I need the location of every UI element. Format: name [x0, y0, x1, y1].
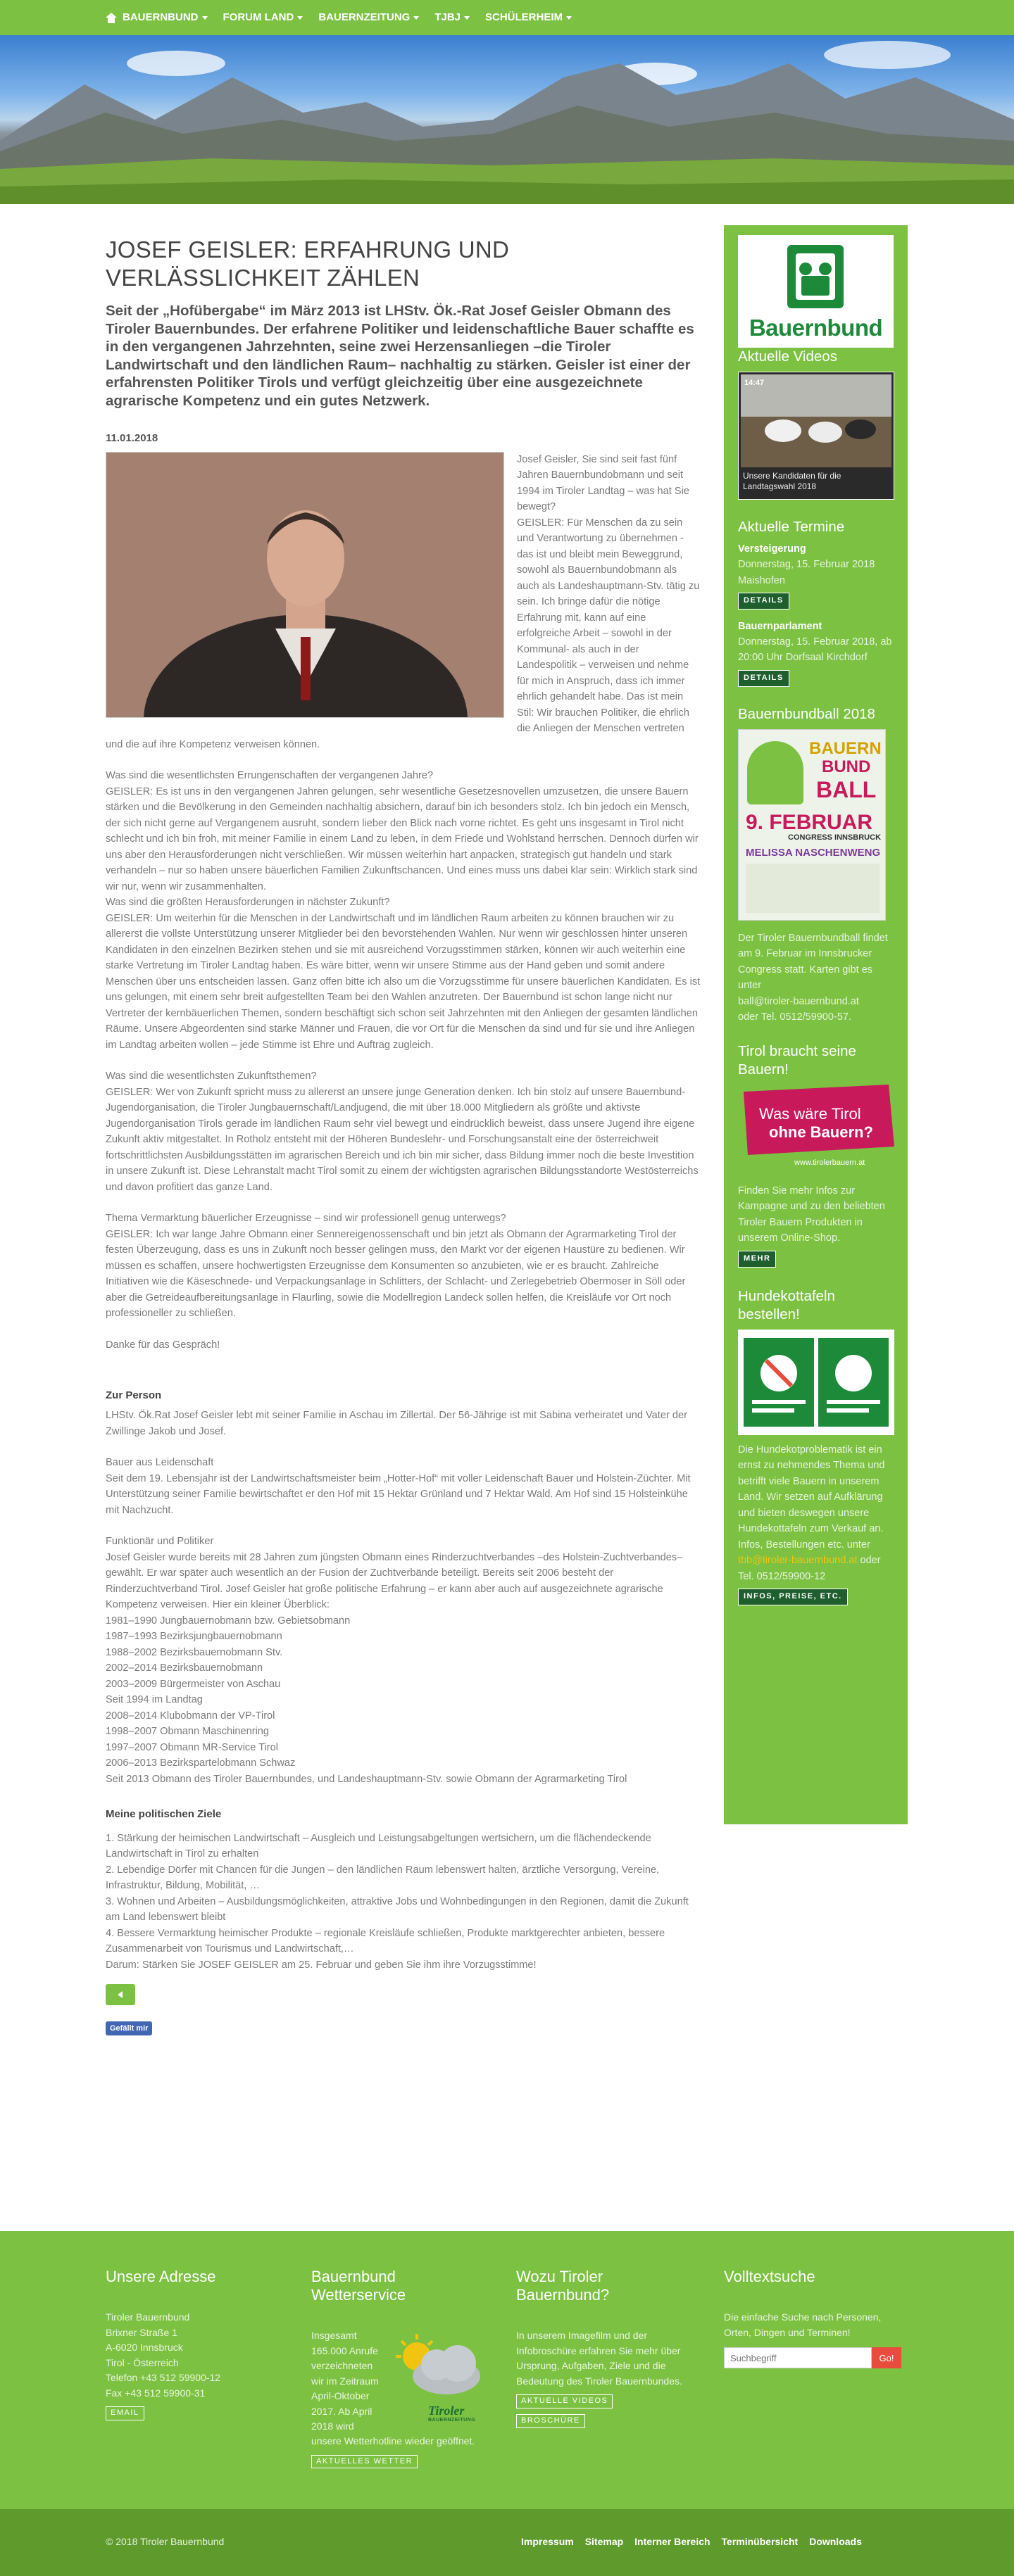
video-thumbnail[interactable]	[738, 372, 894, 500]
chevron-down-icon	[566, 16, 572, 20]
ball-heading: Bauernbundball 2018	[738, 705, 875, 722]
cv-item: 2008–2014 Klubobmann der VP-Tirol	[106, 1710, 275, 1722]
cv-item: 1997–2007 Obmann MR-Service Tirol	[106, 1741, 278, 1753]
section-heading-person: Zur Person	[106, 1389, 162, 1402]
ball-email-link[interactable]: ball@tiroler-bauernbund.at	[738, 995, 859, 1007]
cv-item: Seit 2013 Obmann des Tiroler Bauernbundes, und Landeshauptmann-Stv. sowie Obmann der Agrarmarketing Tirol	[106, 1773, 627, 1785]
chevron-down-icon	[413, 16, 419, 20]
page-title: JOSEF GEISLER: ERFAHRUNG UND VERLÄSSLICHKEIT ZÄHLEN	[106, 236, 510, 291]
search-input[interactable]	[724, 2347, 872, 2368]
cv-item: Seit 1994 im Landtag	[106, 1694, 203, 1705]
ball-poster-figures	[747, 741, 803, 804]
nav-item-bauernbund[interactable]: BAUERNBUND	[106, 10, 208, 25]
home-icon	[106, 13, 117, 23]
logo-text: Bauernbund	[749, 315, 883, 341]
chevron-down-icon	[202, 16, 208, 20]
weather-logo: Tiroler BAUERNZEITUNG	[389, 2332, 487, 2427]
article-lead: Seit der „Hofübergabe“ im März 2013 ist LHStv. Ök.-Rat Josef Geisler Obmann des Tiroler Bauernbundes. Der erfahrene Politiker und leidenschaftliche Bauer schaffte es in den vergangenen Jahrzehnten, seine zwei Herzensanliegen –die Tiroler Landwirtschaft und den ländlichen Raum– nachhaltig zu stärken. Geisler ist einer der erfahrensten Politiker Tirols und verfügt gleichzeitig über eine ausgezeichnete agrarische Kompetenz und ein gutes Netzwerk.	[106, 303, 694, 409]
cv-item: 1988–2002 Bezirksbauernobmann Stv.	[106, 1646, 283, 1658]
cv-item: 2002–2014 Bezirksbauernobmann	[106, 1662, 263, 1674]
promo-heading: Tirol braucht seine Bauern!	[738, 1042, 856, 1078]
cv-item: 1998–2007 Obmann Maschinenring	[106, 1726, 270, 1737]
footer-link-intern[interactable]: Interner Bereich	[634, 2536, 711, 2547]
cv-list	[106, 1613, 701, 1788]
video-duration: 14:47	[744, 379, 765, 387]
footer-link-impressum[interactable]: Impressum	[521, 2536, 574, 2547]
videos-heading: Aktuelle Videos	[738, 348, 837, 365]
nav-item-forum-land[interactable]: FORUM LAND	[223, 10, 303, 25]
chevron-down-icon	[464, 16, 470, 20]
hero-mountain-image	[0, 35, 1014, 204]
top-navigation	[0, 0, 1014, 35]
event-details-button[interactable]: DETAILS	[738, 670, 789, 687]
cv-item: 1981–1990 Jungbauernobmann bzw. Gebietsobmann	[106, 1615, 351, 1627]
search-button[interactable]: Go!	[872, 2347, 901, 2368]
goal-item: 3. Wohnen und Arbeiten – Ausbildungsmöglichkeiten, attraktive Jobs und Wohnbedingungen in den Regionen, damit die Zukunft am Land lebenswert bleibt	[106, 1895, 689, 1924]
copyright: © 2018 Tiroler Bauernbund	[106, 2536, 225, 2547]
goal-item: 1. Stärkung der heimischen Landwirtschaft – Ausgleich und Leistungsabgeltungen wertsichern, um die flächendeckende Landwirtschaft in Tirol zu erhalten	[106, 1832, 651, 1860]
footer	[0, 2231, 1014, 2509]
nav-item-schuelerheim[interactable]: SCHÜLERHEIM	[485, 10, 572, 25]
article-date: 11.01.2018	[106, 432, 158, 444]
main-menu	[106, 0, 587, 35]
events-heading: Aktuelle Termine	[738, 519, 845, 535]
event-item: Bauernparlament Donnerstag, 15. Februar 2018, ab 20:00 Uhr Dorfsaal Kirchdorf DETAILS	[738, 619, 894, 687]
footer-link-sitemap[interactable]: Sitemap	[584, 2536, 624, 2547]
footer-links	[521, 2534, 873, 2549]
dog-sign-image[interactable]	[738, 1330, 894, 1435]
goal-item: 2. Lebendige Dörfer mit Chancen für die Jungen – den ländlichen Raum lebenswert halten, ärztliche Versorgung, Vereine, Infrastruktur, Bildung, Mobilität, …	[106, 1864, 660, 1892]
bottom-bar	[0, 2509, 1014, 2576]
cv-item: 1987–1993 Bezirksjungbauernobmann	[106, 1631, 282, 1642]
footer-link-downloads[interactable]: Downloads	[809, 2536, 862, 2547]
article: JOSEF GEISLER: ERFAHRUNG UND VERLÄSSLICHKEIT ZÄHLEN Seit der „Hofübergabe“ im März 2013 ist LHStv. Ök.-Rat Josef Geisler Obmann des Tiroler Bauernbundes. Der erfahrene Politiker und leidenschaftliche Bauer schaffte es in den vergangenen Jahrzehnten, seine zwei Herzensanliegen –die Tiroler Landwirtschaft und den ländlichen Raum– nachhaltig zu stärken. Geisler ist einer der erfahrensten Politiker Tirols und verfügt gleichzeitig über eine ausgezeichnete agrarische Kompetenz und ein gutes Netzwerk. 11.01.2018 Josef Geisler, Sie sind seit fast fünf Jahren Bauernbundobmann und seit 1994 im Tiroler Landtag – was hat Sie bewegt? GEISLER: Für Menschen da zu sein und Verantwortung zu übernehmen - das ist und bleibt mein Beweggrund, sowohl als Bauernbundobmann als auch als Landeshauptmann-Stv. tätig zu sein. Ich bringe dafür die nötige Erfahrung mit, kann auf eine erfolgreiche Arbeit – sowohl in der Kommunal- als auch in der Landespolitik – verweisen und nehme für mich in Anspruch, dass ich immer ehrlich gehandelt habe. Das ist mein Stil: Wir brauchen Politiker, die ehrlich die Anliegen der Menschen vertreten und die auf ihre Kompetenz verweisen können. Was sind die wesentlichsten Errungenschaften der vergangenen Jahre? GEISLER: Es ist uns in den vergangenen Jahren gelungen, sehr wesentliche Gesetzesnovellen umzusetzen, die unsere Bauern stärken und die Bevölkerung in den Gemeinden nachhaltig absichern, darauf bin ich besonders stolz. Ich bin jedoch ein Mensch, der sich nicht gerne auf Vergangenem ausruht, sondern lieber den Blick nach vorne richtet. Es geht uns insgesamt in Tirol nicht schlecht und ich bin froh, mit meiner Familie in einem Land zu leben, in dem Friede und Wohlstand herrschen. Dennoch dürfen wir uns aber den Herausforderungen nicht verschließen. Wir müssen weiterhin hart anpacken, strategisch gut handeln und stark verhandeln – nur so haben unsere bäuerlichen Familien Zukunftschancen. Und eines muss uns dabei klar sein: Wirklich stark sind wir nur, wenn wir zusammenhalten. Was sind die größten Herausforderungen in nächster Zukunft? GEISLER: Um weiterhin für die Menschen in der Landwirtschaft und im ländlichen Raum arbeiten zu können brauchen wir zu allererst die vollste Unterstützung unserer Mitglieder bei den bevorstehenden Wahlen. Nur wenn wir geschlossen hinter unseren Kandidaten in den einzelnen Bezirken stehen und sie mit ausreichend Vorzugsstimmen stärken, können wir auch weiterhin eine starke Vertretung im Tiroler Landtag haben. Es wäre bitter, wenn wir unsere Stimme aus der Hand geben und somit andere Menschen über uns entscheiden lassen. Ganz offen bitte ich also um die Vorzugsstimme für unsere bäuerlichen Kandidaten. Es ist uns gelungen, mit einem sehr breit aufgestellten Team bei den Wahlen anzutreten. Der Bauernbund ist schon lange nicht nur Vertreter der kernbäuerlichen Themen, sondern beschäftigt sich schon seit Jahrzehnten mit den Anliegen der gesamten ländlichen Räume. Unsere Abgeordenten sind starke Männer und Frauen, die vor Ort für die Menschen da sind und für sie und ihre Anliegen im Landtag arbeiten wollen – jede Stimme ist Ehre und Auftrag zugleich. Was sind die wesentlichsten Zukunftsthemen? GEISLER: Wer von Zukunft spricht muss zu allererst an unsere junge Generation denken. Ich bin stolz auf unsere Bauernbund-Jugendorganisation, die Tiroler Jungbauernschaft/Landjugend, die mit über 18.000 Mitgliedern als größte und aktivste Jugendorganisation Tirols gerade im ländlichen Raum sehr viel bewegt und eindrücklich beweist, dass unsere Jugend ihre eigene Zukunft aktiv mitgestaltet. In Rotholz entsteht mit der Höheren Bundeslehr- und Forschungsanstalt eine der österreichweit fortschrittlichsten Ausbildungsstätten im agrarischen Bereich und ich bin mir sicher, dass Bildung immer noch die beste Investition in unsere Zukunft ist. Diese Lehranstalt macht Tirol somit zu einem der wichtigsten agrarischen Bildungsstandorte Westösterreichs und davon profitiert das ganze Land. Thema Vermarktung bäuerlicher Erzeugnisse – sind wir professionell genug unterwegs? GEISLER: Ich war lange Jahre Obmann einer Sennereigenossenschaft und bin jetzt als Obmann der Agrarmarketing Tirol der festen Überzeugung, dass es uns in Zukunft noch besser gelingen muss, den Markt vor der eigenen Haustüre zu bedienen. Wir müssen es schaffen, unsere hochwertigsten Erzeugnisse dem Konsumenten so anzubieten, wie er es braucht. Zahlreiche Initiativen wie die Käseschnede- und Verpackungsanlage in Schlitters, der Schlacht- und Zerlegebetrieb Obermoser in Söll oder aber die Getreideaufbereitungsanlage in Flaurling, sowie die Modellregion Landeck sollen helfen, die Kreisläufe vor Ort noch professioneller zu schließen. Danke für das Gespräch! Zur Person LHStv. Ök.Rat Josef Geisler lebt mit seiner Familie in Aschau im Zillertal. Der 56-Jährige ist mit Sabina verheiratet und Vater der Zwillinge Jakob und Josef. Bauer aus Leidenschaft Seit dem 19. Lebensjahr ist der Landwirtschaftsmeister beim „Hotter-Hof“ mit voller Leidenschaft Bauer und Holstein-Züchter. Mit Unterstützung seiner Familie bewirtschaftet er den Hof mit 15 Hektar Grünland und 7 Hektar Wald. Am Hof sind 15 Holsteinkühe mit Nachzucht. Funktionär und Politiker Josef Geisler wurde bereits mit 28 Jahren zum jüngsten Obmann eines Rinderzuchtverbandes –des Holstein-Zuchtverbandes– gewählt. Er war später auch wesentlich an der Fusion der Zuchtverbände beteiligt. Bereits seit 2006 besteht der Rinderzuchtverband Tirol. Josef Geisler hat große politische Erfahrung – er kann aber auch auf ausgezeichnete agrarische Kompetenz verweisen. Hier ein kleiner Überblick: 1981–1990 Jungbauernobmann bzw. Gebietsobmann 1987–1993 Bezirksjungbauernobmann 1988–2002 Bezirksbauernobmann Stv. 2002–2014 Bezirksbauernobmann 2003–2009 Bürgermeister von Aschau Seit 1994 im Landtag 2008–2014 Klubobmann der VP-Tirol 1998–2007 Obmann Maschinenring 1997–2007 Obmann MR-Service Tirol 2006–2013 Bezirkspartelobmann Schwaz Seit 2013 Obmann des Tiroler Bauernbundes, und Landeshauptmann-Stv. sowie Obmann der Agrarmarketing Tirol Meine politischen Ziele 1. Stärkung der heimischen Landwirtschaft – Ausgleich und Leistungsabgeltungen wertsichern, um die flächendeckende Landwirtschaft in Tirol zu erhalten 2. Lebendige Dörfer mit Chancen für die Jungen – den ländlichen Raum lebenswert halten, ärztliche Versorgung, Vereine, Infrastruktur, Bildung, Mobilität, … 3. Wohnen und Arbeiten – Ausbildungsmöglichkeiten, attraktive Jobs und Wohnbedingungen in den Regionen, damit die Zukunft am Land lebenswert bleibt 4. Bessere Vermarktung heimischer Produkte – regionale Kreisläufe schließen, Produkte marktgerechter anbieten, bessere Zusammenarbeit von Tourismus und Landwirtschaft,… Darum: Stärken Sie JOSEF GEISLER am 25. Februar und geben Sie ihm ihre Vorzugsstimme! Gefällt mir	[106, 236, 701, 2035]
weather-button[interactable]: AKTUELLES WETTER	[311, 2455, 418, 2469]
footer-address: Unsere Adresse Tiroler Bauernbund Brixner Straße 1 A-6020 Innsbruck Tirol - Österreich Telefon +43 512 59900-12 Fax +43 512 59900-31 EMAIL	[106, 2268, 289, 2420]
promo-more-button[interactable]: MEHR	[738, 1251, 776, 1268]
footer-link-termine[interactable]: Terminübersicht	[721, 2536, 799, 2547]
nav-item-tjbj[interactable]: TJBJ	[434, 10, 470, 25]
cv-item: 2003–2009 Bürgermeister von Aschau	[106, 1678, 281, 1690]
footer-weather: Bauernbund Wetterservice Insgesamt 165.000 Anrufe verzeichneten wir im Zeitraum April-Oktober 2017. Ab April 2018 wird Tiroler BAUERNZEITUNG unsere Wetterhotline wieder geöffnet. AKTUELLES WETTER	[311, 2268, 494, 2468]
section-heading-goals: Meine politischen Ziele	[106, 1808, 222, 1820]
portrait-photo	[106, 452, 504, 718]
ball-poster-details	[746, 864, 880, 913]
back-button[interactable]	[106, 1984, 135, 2005]
videos-button[interactable]: AKTUELLE VIDEOS	[516, 2394, 613, 2408]
goal-item: 4. Bessere Vermarktung heimischer Produkte – regionale Kreisläufe schließen, Produkte marktgerechter anbieten, bessere Zusammenarbeit von Tourismus und Landwirtschaft,…	[106, 1927, 665, 1955]
chevron-down-icon	[297, 16, 303, 20]
sidebar: Bauernbund Aktuelle Videos 14:47 Unsere Kandidaten für die Landtagswahl 2018 Aktuelle Termine Versteigerung Donnerstag, 15. Februar 2018 Maishofen DETAILS Bauernparlament Donnerstag, 15. Februar 2018, ab 20:00 Uhr Dorfsaal Kirchdorf DETAILS Bauernbundball 2018 BAUERN BUND BALL 9. FEBRUAR CONGRESS INNSBRUCK MELISSA NASCHENWENG Der Tiroler Bauernbundball findet am 9. Februar im Innsbrucker Congress statt. Karten gibt es unter ball@tiroler-bauernbund.at oder Tel. 0512/59900-57. Tirol braucht seine Bauern! Was wäre Tirol ohne Bauern? www.tirolerbauern.at Finden Sie mehr Infos zur Kampagne und zu den beliebten Tiroler Bauern Produkten in unserem Online-Shop. MEHR Hundekottafeln bestellen! Die Hundekotproblematik ist ein ernst zu nehmendes Thema und betrifft viele Bauern in unserem Land. Wir setzen auf Aufklärung und bieten deswegen unsere Hundekottafeln zum Verkauf an. Infos, Bestellungen etc. unter tbb@tiroler-bauernbund.at oder Tel. 0512/59900-12 INFOS, PREISE, ETC.	[724, 225, 908, 1824]
event-item: Versteigerung Donnerstag, 15. Februar 2018 Maishofen DETAILS	[738, 542, 894, 610]
footer-about: Wozu Tiroler Bauernbund? In unserem Imagefilm und der Infobroschüre erfahren Sie mehr über Ursprung, Aufgaben, Ziele und die Bedeutung des Tiroler Bauernbundes. AKTUELLE VIDEOS BROSCHÜRE	[516, 2268, 699, 2428]
dog-heading: Hundekottafeln bestellen!	[738, 1287, 835, 1322]
event-details-button[interactable]: DETAILS	[738, 593, 789, 610]
ball-poster[interactable]: BAUERN BUND BALL 9. FEBRUAR CONGRESS INNSBRUCK MELISSA NASCHENWENG	[738, 729, 886, 921]
goals-list	[106, 1831, 701, 1957]
bauernbund-logo[interactable]	[738, 235, 894, 348]
cv-item: 2006–2013 Bezirkspartelobmann Schwaz	[106, 1757, 296, 1769]
dog-info-button[interactable]: INFOS, PREISE, ETC.	[738, 1589, 848, 1605]
dog-email-link[interactable]: tbb@tiroler-bauernbund.at	[738, 1555, 858, 1567]
nav-item-bauernzeitung[interactable]: BAUERNZEITUNG	[318, 10, 419, 25]
email-button[interactable]: EMAIL	[106, 2406, 144, 2420]
video-caption: Unsere Kandidaten für die Landtagswahl 2018	[743, 471, 841, 491]
footer-search: Volltextsuche Die einfache Suche nach Personen, Orten, Dingen und Terminen! Suchbegriff Go!	[724, 2268, 907, 2368]
closing-text: Darum: Stärken Sie JOSEF GEISLER am 25. Februar und geben Sie ihm ihre Vorzugsstimme!	[106, 1959, 537, 1971]
promo-banner[interactable]: Was wäre Tirol ohne Bauern? www.tirolerbauern.at	[738, 1085, 894, 1169]
brochure-button[interactable]: BROSCHÜRE	[516, 2414, 585, 2428]
facebook-like-button[interactable]: Gefällt mir	[106, 2021, 152, 2035]
